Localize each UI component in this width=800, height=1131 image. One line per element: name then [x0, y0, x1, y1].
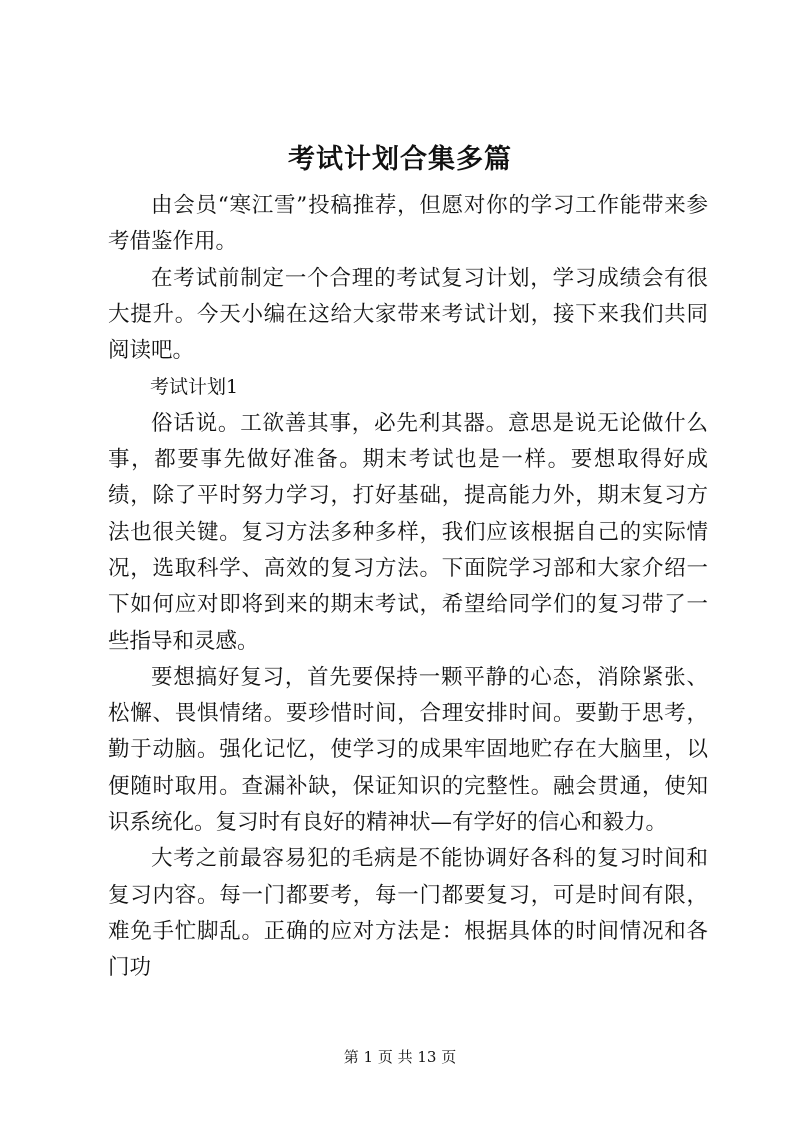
- intro-paragraph-1: 由会员“寒江雪”投稿推荐，但愿对你的学习工作能带来参考借鉴作用。: [108, 193, 708, 255]
- page-footer: 第 1 页 共 13 页: [343, 1048, 457, 1066]
- section-heading: 考试计划1: [150, 376, 239, 399]
- document-body: [108, 188, 708, 987]
- body-paragraph-1: 俗话说。工欲善其事，必先利其器。意思是说无论做什么事，都要事先做好准备。期末考试也是一样。要想取得好成绩，除了平时努力学习，打好基础，提高能力外，期末复习方法也很关键。复习方法多种多样，我们应该根据自己的实际情况，选取科学、高效的复习方法。下面院学习部和大家介绍一下如何应对即将到来的期末考试，希望给同学们的复习带了一些指导和灵感。: [108, 410, 708, 654]
- intro-paragraph-2: 在考试前制定一个合理的考试复习计划，学习成绩会有很大提升。今天小编在这给大家带来考试计划，接下来我们共同阅读吧。: [108, 265, 708, 364]
- document-title: 考试计划合集多篇: [288, 144, 512, 175]
- body-paragraph-3: 大考之前最容易犯的毛病是不能协调好各科的复习时间和复习内容。每一门都要考，每一门都要复习，可是时间有限，难免手忙脚乱。正确的应对方法是：根据具体的时间情况和各门功: [108, 846, 708, 981]
- body-paragraph-2: 要想搞好复习，首先要保持一颗平静的心态，消除紧张、松懈、畏惧情绪。要珍惜时间，合理安排时间。要勤于思考，勤于动脑。强化记忆，使学习的成果牢固地贮存在大脑里，以便随时取用。查漏补缺，保证知识的完整性。融会贯通，使知识系统化。复习时有良好的精神状—有学好的信心和毅力。: [108, 664, 708, 836]
